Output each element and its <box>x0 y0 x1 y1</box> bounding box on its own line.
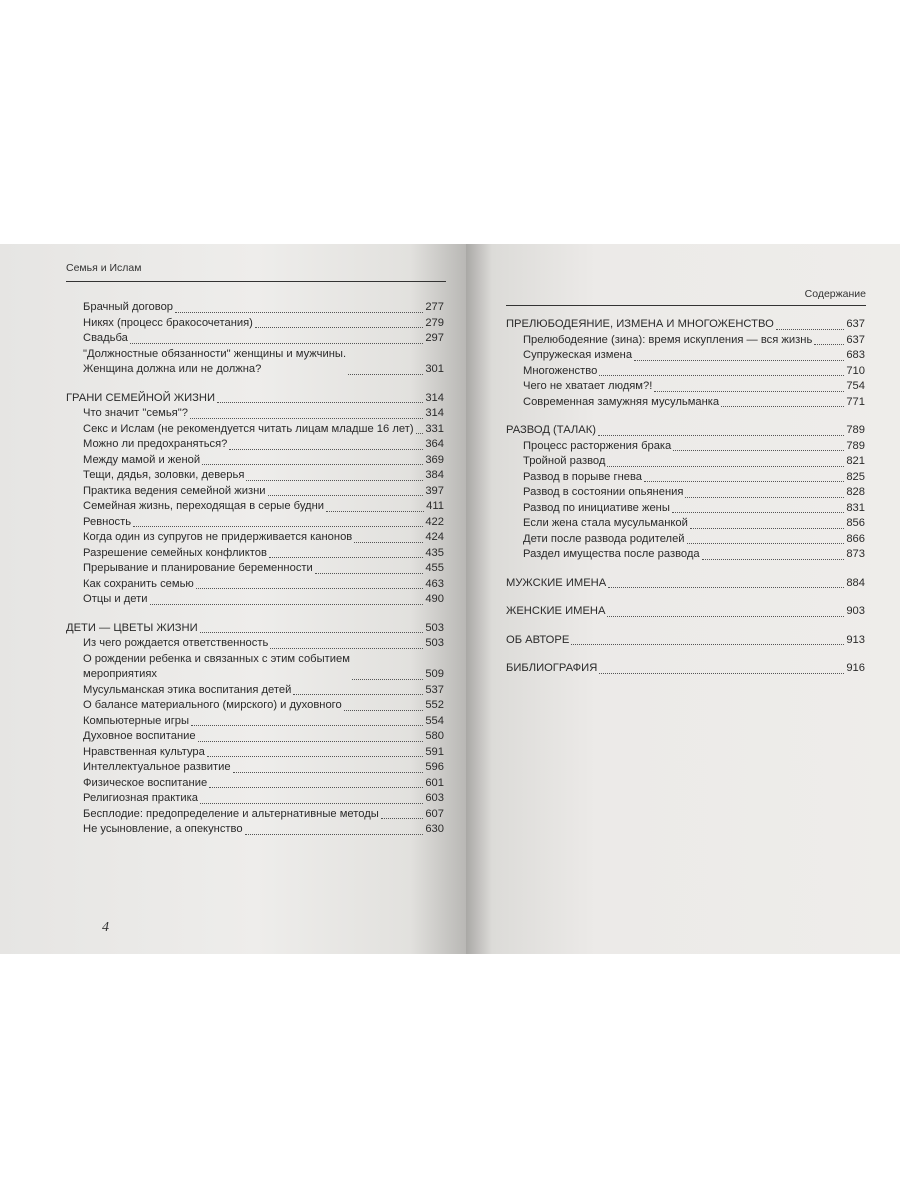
dot-leader <box>608 587 844 588</box>
toc-entry <box>66 437 444 453</box>
toc-section-entry <box>66 621 444 637</box>
toc-entry-title: МУЖСКИЕ ИМЕНА <box>506 576 607 589</box>
toc-entry-title: Ревность <box>83 515 132 528</box>
toc-entry-title: Свадьба <box>83 332 128 344</box>
toc-entry-page: 455 <box>425 562 444 574</box>
toc-entry <box>66 515 444 531</box>
toc-entry <box>66 561 444 577</box>
toc-section-entry <box>506 317 865 333</box>
toc-entry-title: Процесс расторжения брака <box>523 439 672 452</box>
dot-leader <box>246 480 423 481</box>
toc-entry-page: 789 <box>846 439 865 452</box>
toc-entry-title: БИБЛИОГРАФИЯ <box>506 662 598 674</box>
toc-entry <box>66 652 444 683</box>
toc-entry-page: 277 <box>425 301 444 313</box>
dot-leader <box>315 573 424 574</box>
toc-entry-page: 789 <box>846 424 865 436</box>
right-page <box>466 244 900 954</box>
toc-entry <box>66 316 444 332</box>
dot-leader <box>202 464 423 465</box>
toc-section-entry <box>506 423 865 439</box>
toc-entry-title: ПРЕЛЮБОДЕЯНИЕ, ИЗМЕНА И МНОГОЖЕНСТВО <box>506 318 774 330</box>
toc-entry-page: 821 <box>846 455 865 467</box>
toc-entry <box>66 592 444 608</box>
toc-entry-title: "Должностные обязанности" женщины и мужчины. Женщина должна или не должна? <box>83 347 347 375</box>
dot-leader <box>685 497 844 498</box>
dot-leader <box>133 526 423 527</box>
toc-entry-page: 637 <box>846 318 865 330</box>
toc-entry-title: Развод по инициативе жены <box>523 501 670 514</box>
dot-leader <box>150 604 424 605</box>
toc-entry <box>66 822 444 838</box>
dot-leader <box>268 495 424 496</box>
toc-entry-title: Развод в состоянии опьянения <box>523 486 684 498</box>
toc-section-entry <box>506 633 865 649</box>
toc-entry <box>66 714 444 730</box>
toc-entry-title: Если жена стала мусульманкой <box>523 517 688 529</box>
toc-section-entry <box>506 604 865 620</box>
toc-entry-page: 637 <box>846 333 865 346</box>
toc-entry-page: 828 <box>846 486 865 498</box>
toc-entry-title: Дети после развода родителей <box>523 532 685 545</box>
dot-leader <box>229 449 423 450</box>
toc-entry <box>66 760 444 776</box>
toc-entry-page: 884 <box>846 576 865 589</box>
toc-left <box>66 300 444 838</box>
toc-right <box>506 317 865 677</box>
dot-leader <box>200 632 424 633</box>
toc-entry <box>66 698 444 714</box>
dot-leader <box>721 406 844 407</box>
dot-leader <box>198 741 424 742</box>
toc-entry <box>66 807 444 823</box>
toc-entry-page: 603 <box>425 792 444 804</box>
toc-entry-page: 301 <box>425 363 444 375</box>
dot-leader <box>814 344 844 345</box>
toc-entry-title: Как сохранить семью <box>83 577 194 590</box>
dot-leader <box>270 648 423 649</box>
toc-entry-title: Можно ли предохраняться? <box>83 438 228 450</box>
dot-leader <box>776 329 845 330</box>
dot-leader <box>348 374 423 375</box>
dot-leader <box>644 481 844 482</box>
toc-entry-title: Разрешение семейных конфликтов <box>83 546 267 559</box>
toc-entry-title: Многоженство <box>523 364 598 377</box>
toc-entry-title: Интеллектуальное развитие <box>83 761 231 773</box>
toc-entry-page: 554 <box>425 714 444 727</box>
toc-entry <box>506 379 865 395</box>
toc-entry-page: 552 <box>425 699 444 711</box>
dot-leader <box>598 435 844 436</box>
toc-entry-page: 509 <box>425 668 444 680</box>
toc-entry <box>66 683 444 699</box>
toc-entry <box>66 331 444 347</box>
toc-entry-page: 913 <box>846 633 865 646</box>
dot-leader <box>654 391 844 392</box>
toc-entry-title: Брачный договор <box>83 301 174 313</box>
toc-entry <box>66 422 444 438</box>
toc-entry <box>506 454 865 470</box>
toc-entry-title: О рождении ребенка и связанных с этим событием мероприятиях <box>83 652 350 680</box>
toc-entry-title: Семейная жизнь, переходящая в серые будни <box>83 500 325 512</box>
dot-leader <box>207 756 423 757</box>
toc-entry <box>506 395 865 411</box>
running-head-left: Семья и Ислам <box>66 262 142 274</box>
dot-leader <box>293 694 423 695</box>
toc-entry <box>506 348 865 364</box>
toc-entry-title: Духовное воспитание <box>83 730 196 742</box>
running-head-right: Содержание <box>804 288 866 300</box>
toc-entry-title: Мусульманская этика воспитания детей <box>83 683 292 696</box>
toc-section-entry <box>506 576 865 592</box>
dot-leader <box>352 679 423 680</box>
toc-entry-page: 331 <box>425 422 444 435</box>
toc-entry <box>66 530 444 546</box>
toc-entry-page: 591 <box>425 745 444 758</box>
toc-entry <box>66 453 444 469</box>
toc-entry-page: 503 <box>425 637 444 649</box>
toc-entry-title: ГРАНИ СЕМЕЙНОЙ ЖИЗНИ <box>66 391 216 404</box>
dot-leader <box>196 588 424 589</box>
toc-section-entry <box>506 661 865 677</box>
dot-leader <box>607 466 844 467</box>
toc-entry-page: 873 <box>846 548 865 560</box>
toc-entry <box>66 484 444 500</box>
toc-entry <box>506 470 865 486</box>
dot-leader <box>233 772 424 773</box>
toc-entry-page: 314 <box>425 407 444 419</box>
toc-entry-page: 463 <box>425 577 444 590</box>
toc-entry-title: Религиозная практика <box>83 792 198 804</box>
toc-entry-title: Современная замужняя мусульманка <box>523 395 720 408</box>
toc-entry-page: 903 <box>846 605 865 617</box>
toc-entry-title: Тройной развод <box>523 455 606 467</box>
toc-entry-title: Практика ведения семейной жизни <box>83 484 266 497</box>
dot-leader <box>255 327 423 328</box>
toc-entry-title: Развод в порыве гнева <box>523 470 643 483</box>
toc-entry <box>506 501 865 517</box>
toc-entry <box>66 729 444 745</box>
toc-entry <box>506 364 865 380</box>
toc-entry-page: 279 <box>425 316 444 329</box>
toc-entry-page: 771 <box>846 395 865 408</box>
toc-entry-page: 607 <box>425 807 444 820</box>
toc-entry-page: 916 <box>846 662 865 674</box>
toc-entry <box>66 468 444 484</box>
toc-entry-page: 710 <box>846 364 865 377</box>
dot-leader <box>571 644 844 645</box>
toc-entry-page: 411 <box>426 500 444 512</box>
toc-entry-title: Никях (процесс бракосочетания) <box>83 316 253 329</box>
toc-entry-page: 601 <box>425 776 444 789</box>
toc-entry-page: 397 <box>425 484 444 497</box>
toc-entry-title: Секс и Ислам (не рекомендуется читать лицам младше 16 лет) <box>83 422 414 435</box>
toc-entry-page: 364 <box>425 438 444 450</box>
toc-entry <box>506 333 865 349</box>
toc-entry-page: 825 <box>846 470 865 483</box>
dot-leader <box>209 787 423 788</box>
dot-leader <box>190 418 423 419</box>
dot-leader <box>326 511 424 512</box>
toc-entry <box>506 485 865 501</box>
dot-leader <box>687 543 845 544</box>
toc-entry-title: РАЗВОД (ТАЛАК) <box>506 424 596 436</box>
toc-entry-page: 314 <box>425 391 444 404</box>
toc-entry-page: 580 <box>425 730 444 742</box>
header-rule-left <box>66 281 446 282</box>
toc-entry <box>66 546 444 562</box>
toc-entry <box>506 439 865 455</box>
dot-leader <box>416 433 424 434</box>
toc-entry-page: 596 <box>425 761 444 773</box>
toc-entry-page: 856 <box>846 517 865 529</box>
toc-entry-title: Прерывание и планирование беременности <box>83 562 313 574</box>
toc-entry-page: 369 <box>425 453 444 466</box>
toc-entry-title: Отцы и дети <box>83 593 148 605</box>
dot-leader <box>245 834 424 835</box>
dot-leader <box>634 360 844 361</box>
toc-entry <box>66 791 444 807</box>
dot-leader <box>607 616 844 617</box>
dot-leader <box>130 343 423 344</box>
toc-entry <box>66 347 444 378</box>
toc-entry-page: 297 <box>425 332 444 344</box>
dot-leader <box>175 312 423 313</box>
toc-entry <box>66 300 444 316</box>
header-rule-right <box>506 305 866 306</box>
dot-leader <box>200 803 423 804</box>
open-book <box>0 244 900 954</box>
toc-entry-title: Чего не хватает людям?! <box>523 380 653 392</box>
dot-leader <box>599 375 844 376</box>
toc-entry <box>506 516 865 532</box>
toc-entry-title: ЖЕНСКИЕ ИМЕНА <box>506 605 606 617</box>
toc-entry-page: 754 <box>846 380 865 392</box>
toc-entry <box>66 745 444 761</box>
toc-entry-page: 831 <box>846 501 865 514</box>
toc-entry-title: Компьютерные игры <box>83 714 190 727</box>
dot-leader <box>269 557 423 558</box>
dot-leader <box>354 542 423 543</box>
dot-leader <box>673 450 844 451</box>
toc-entry-title: ДЕТИ — ЦВЕТЫ ЖИЗНИ <box>66 621 198 634</box>
toc-entry-title: Когда один из супругов не придерживается канонов <box>83 531 353 543</box>
toc-entry-page: 630 <box>425 823 444 835</box>
toc-entry-page: 422 <box>425 515 444 528</box>
toc-entry-page: 384 <box>425 469 444 481</box>
toc-entry-title: Супружеская измена <box>523 349 633 361</box>
toc-section-entry <box>66 391 444 407</box>
toc-entry <box>506 532 865 548</box>
toc-entry-title: ОБ АВТОРЕ <box>506 633 570 646</box>
dot-leader <box>599 673 844 674</box>
toc-entry-title: О балансе материального (мирского) и духовного <box>83 699 342 711</box>
toc-entry-title: Не усыновление, а опекунство <box>83 823 243 835</box>
toc-entry-title: Прелюбодеяние (зина): время искупления — вся жизнь <box>523 333 813 346</box>
toc-entry-title: Раздел имущества после развода <box>523 548 700 560</box>
toc-entry-title: Из чего рождается ответственность <box>83 637 269 649</box>
toc-entry-page: 503 <box>425 621 444 634</box>
dot-leader <box>672 512 844 513</box>
dot-leader <box>690 528 844 529</box>
toc-entry-title: Что значит "семья"? <box>83 407 188 419</box>
dot-leader <box>344 710 424 711</box>
toc-entry <box>66 776 444 792</box>
dot-leader <box>702 559 845 560</box>
toc-entry-title: Между мамой и женой <box>83 453 201 466</box>
dot-leader <box>191 725 423 726</box>
toc-entry-page: 866 <box>846 532 865 545</box>
toc-entry <box>506 547 865 563</box>
toc-entry-page: 537 <box>425 683 444 696</box>
toc-entry-page: 490 <box>425 593 444 605</box>
toc-entry <box>66 577 444 593</box>
toc-entry-page: 683 <box>846 349 865 361</box>
toc-entry-title: Тещи, дядья, золовки, деверья <box>83 469 245 481</box>
toc-entry <box>66 499 444 515</box>
toc-entry-page: 435 <box>425 546 444 559</box>
toc-entry-page: 424 <box>425 531 444 543</box>
page-number: 4 <box>102 920 109 935</box>
toc-entry-title: Нравственная культура <box>83 745 205 758</box>
dot-leader <box>217 402 423 403</box>
toc-entry <box>66 406 444 422</box>
toc-entry <box>66 636 444 652</box>
toc-entry-title: Физическое воспитание <box>83 776 208 789</box>
left-page <box>0 244 466 954</box>
dot-leader <box>381 818 424 819</box>
toc-entry-title: Бесплодие: предопределение и альтернативные методы <box>83 807 379 820</box>
